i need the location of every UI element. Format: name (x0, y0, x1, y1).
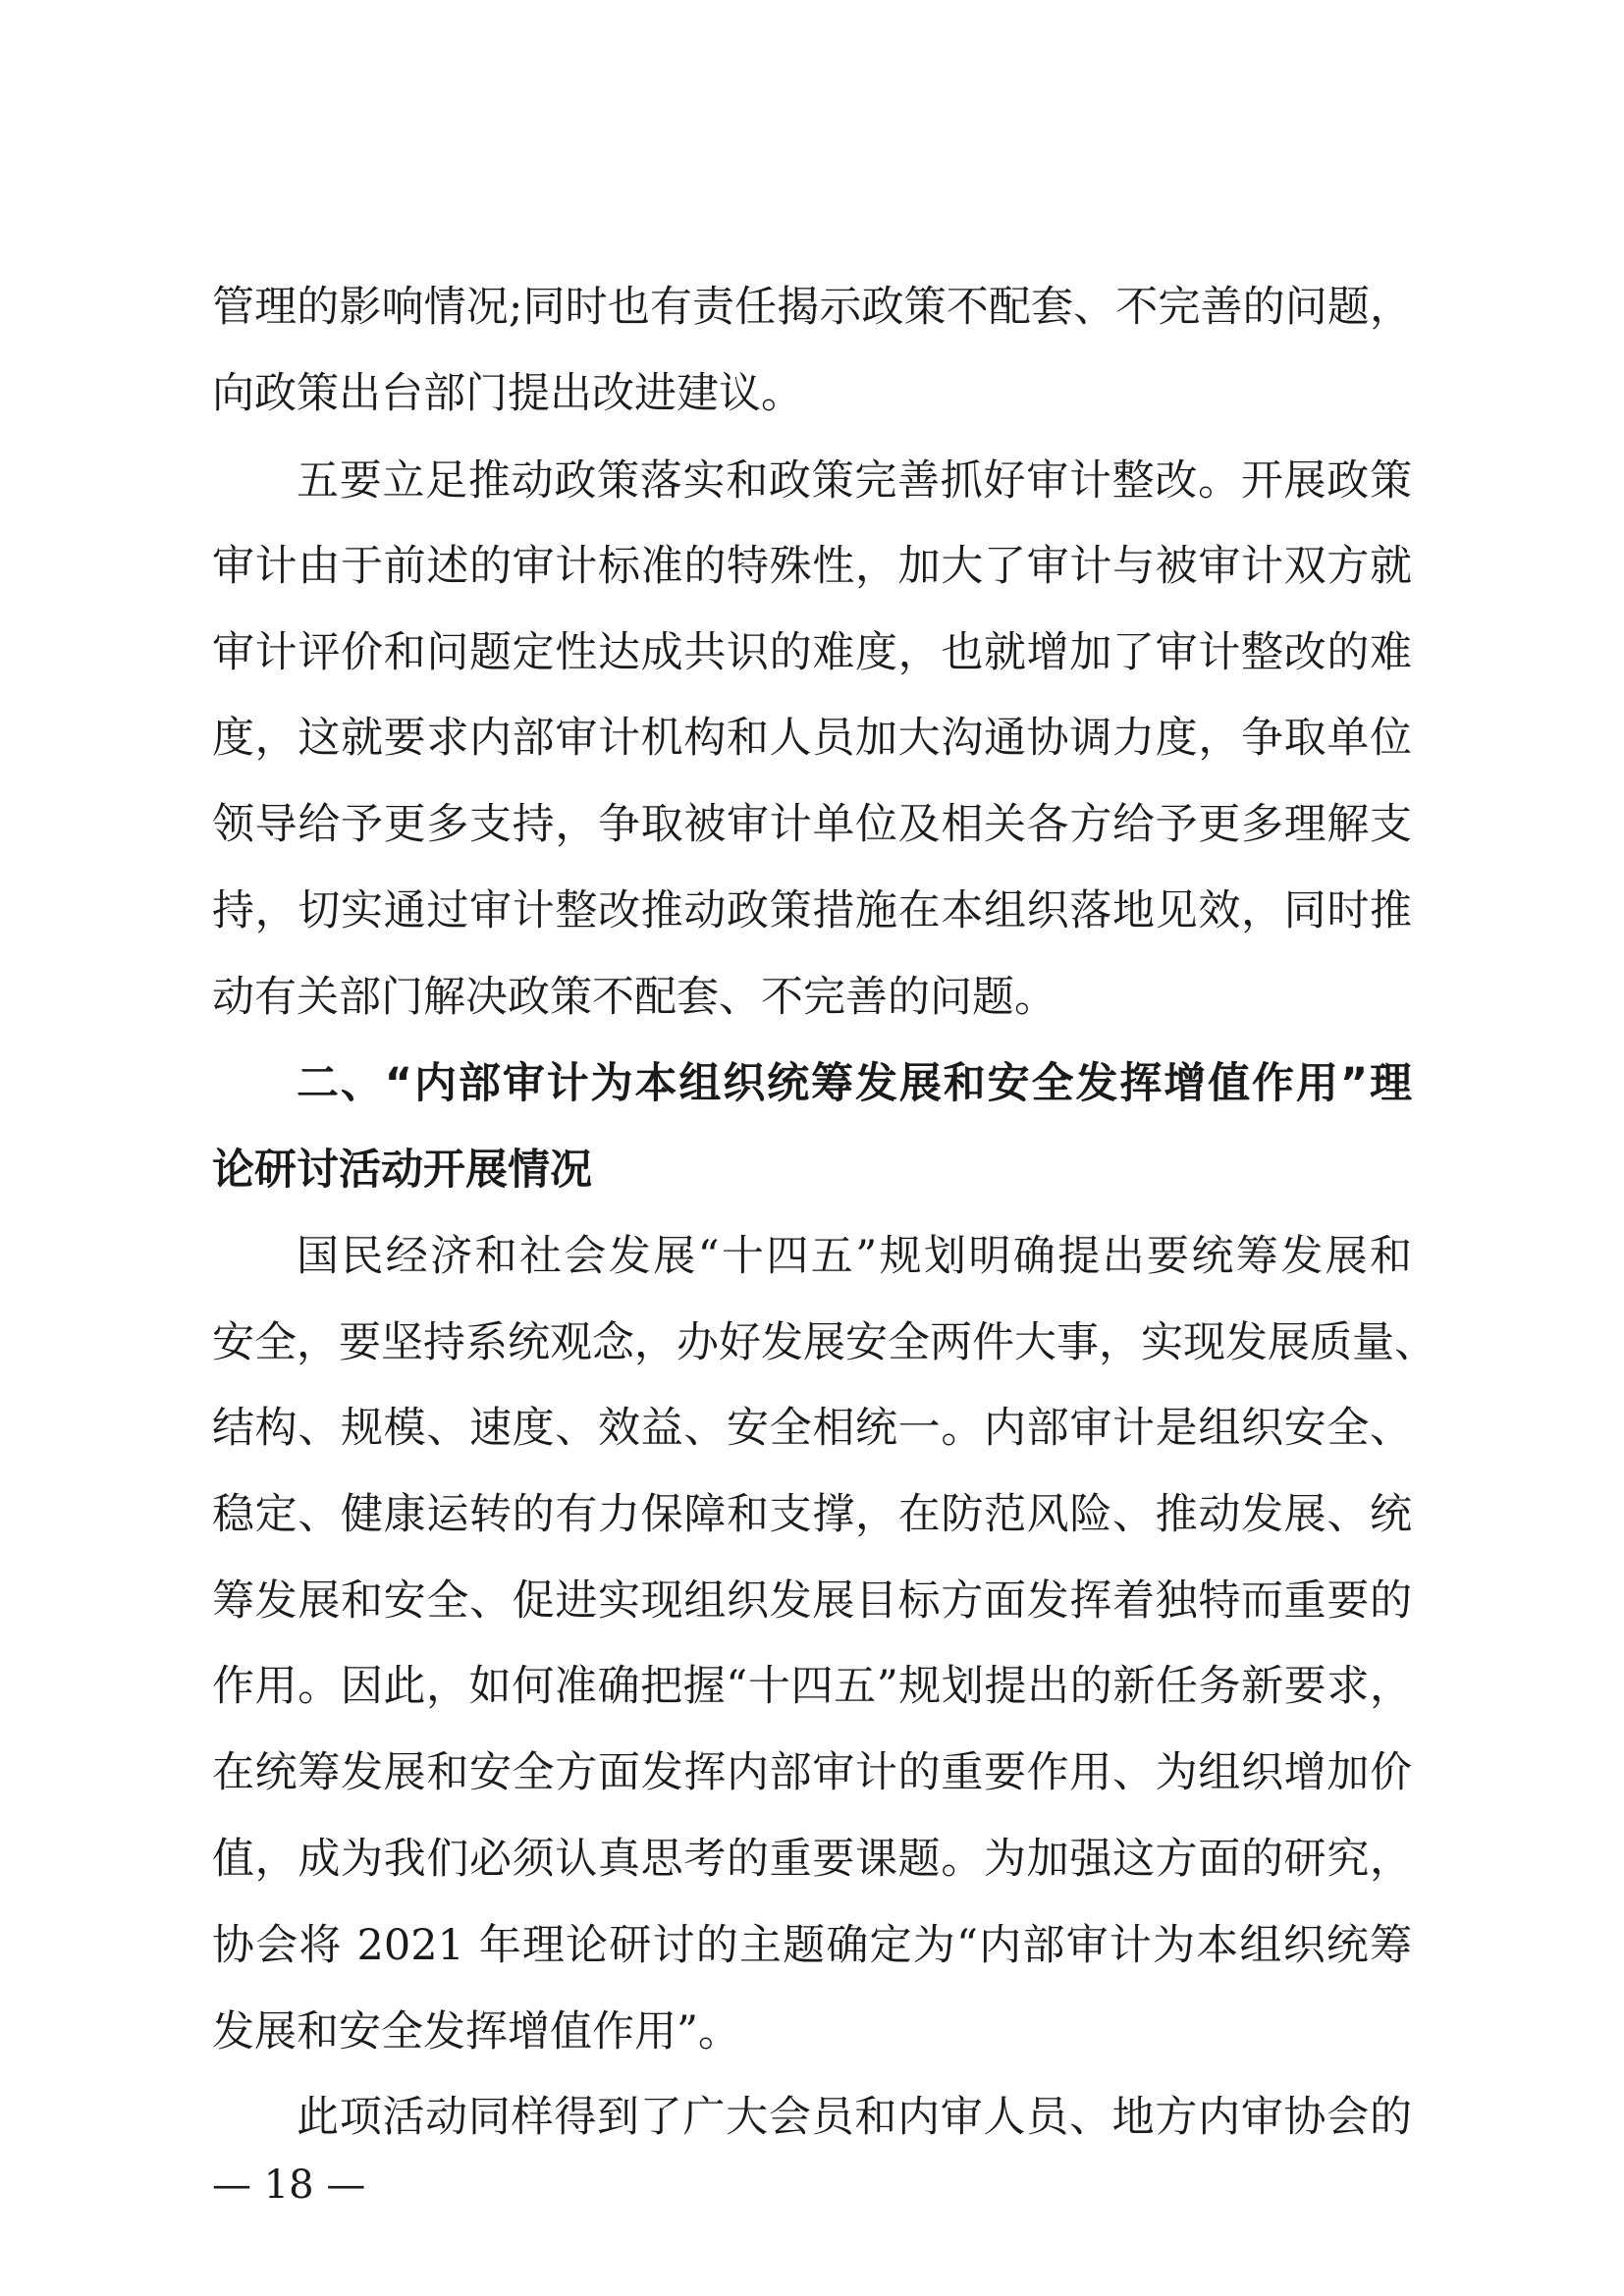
body-text-line: 结构、规模、速度、效益、安全相统一。内部审计是组织安全、 (212, 1404, 1412, 1453)
body-text-line: 五要立足推动政策落实和政策完善抓好审计整改。开展政策 (297, 456, 1412, 506)
section-heading-line: 二、“内部审计为本组织统筹发展和安全发挥增值作用”理 (297, 1059, 1412, 1108)
body-text-line: 发展和安全发挥增值作用”。 (212, 2007, 740, 2056)
body-text-line: 筹发展和安全、促进实现组织发展目标方面发挥着独特而重要的 (212, 1576, 1412, 1626)
body-text-line: 管理的影响情况;同时也有责任揭示政策不配套、不完善的问题， (212, 283, 1412, 332)
body-text-line: 持，切实通过审计整改推动政策措施在本组织落地见效，同时推 (212, 886, 1412, 935)
body-text-line: 值，成为我们必须认真思考的重要课题。为加强这方面的研究， (212, 1835, 1412, 1884)
body-text-line: 协会将 2021 年理论研讨的主题确定为“内部审计为本组织统筹 (212, 1921, 1412, 1970)
body-text-line: 审计评价和问题定性达成共识的难度，也就增加了审计整改的难 (212, 628, 1412, 677)
page-number: — 18 — (212, 2163, 366, 2208)
body-text-line: 稳定、健康运转的有力保障和支撑，在防范风险、推动发展、统 (212, 1490, 1412, 1539)
body-text-line: 审计由于前述的审计标准的特殊性，加大了审计与被审计双方就 (212, 542, 1412, 591)
body-text-line: 动有关部门解决政策不配套、不完善的问题。 (212, 973, 1056, 1022)
body-text-line: 此项活动同样得到了广大会员和内审人员、地方内审协会的 (297, 2093, 1412, 2142)
body-text-line: 度，这就要求内部审计机构和人员加大沟通协调力度，争取单位 (212, 714, 1412, 763)
body-text-line: 在统筹发展和安全方面发挥内部审计的重要作用、为组织增加价 (212, 1748, 1412, 1797)
body-text-line: 国民经济和社会发展“十四五”规划明确提出要统筹发展和 (297, 1232, 1412, 1281)
body-text-line: 安全，要坚持系统观念，办好发展安全两件大事，实现发展质量、 (212, 1318, 1436, 1367)
body-text-line: 领导给予更多支持，争取被审计单位及相关各方给予更多理解支 (212, 800, 1412, 849)
body-text-line: 作用。因此，如何准确把握“十四五”规划提出的新任务新要求， (212, 1662, 1412, 1711)
section-heading-line: 论研讨活动开展情况 (212, 1146, 592, 1195)
body-text-line: 向政策出台部门提出改进建议。 (212, 369, 803, 418)
